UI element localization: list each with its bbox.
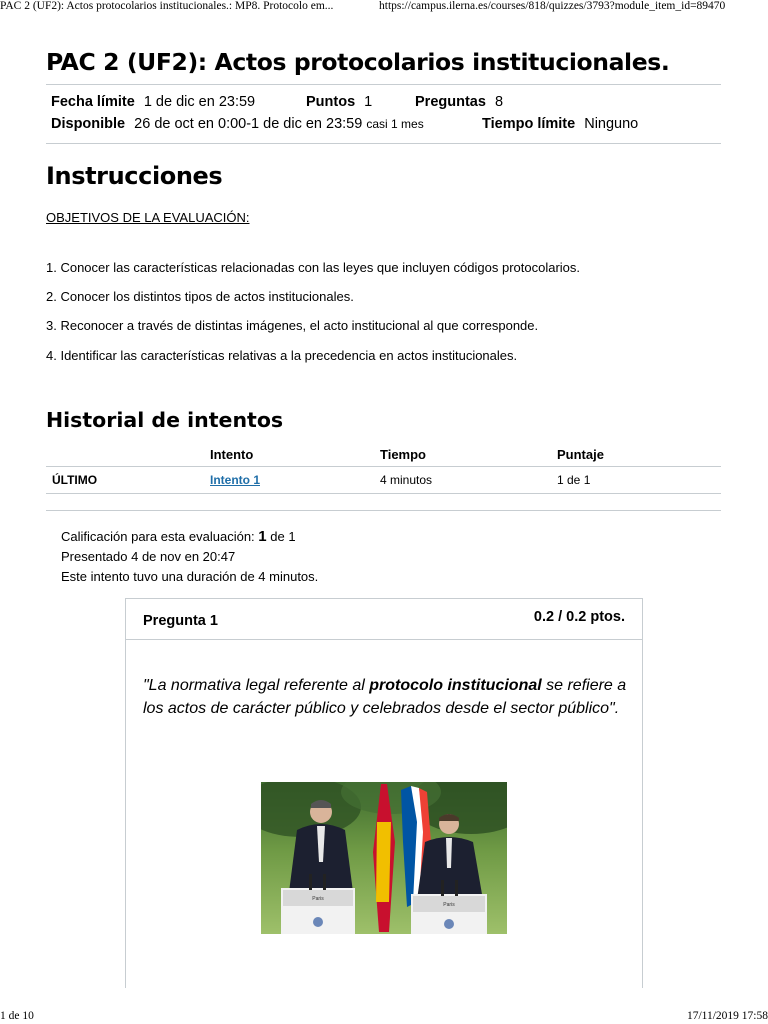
divider bbox=[46, 84, 721, 85]
quiz-meta-time-limit bbox=[482, 116, 638, 132]
row-label: ÚLTIMO bbox=[52, 473, 98, 487]
available-value: 26 de oct en 0:00-1 de dic en 23:59 bbox=[134, 116, 363, 132]
instructions-heading: Instrucciones bbox=[46, 162, 223, 190]
column-header-attempt: Intento bbox=[210, 447, 254, 462]
questions-value: 8 bbox=[494, 94, 504, 110]
available-note: casi 1 mes bbox=[366, 117, 424, 131]
column-header-score: Puntaje bbox=[557, 447, 604, 462]
print-header bbox=[0, 0, 768, 20]
quiz-meta-points bbox=[306, 94, 372, 110]
divider bbox=[46, 510, 721, 511]
due-value: 1 de dic en 23:59 bbox=[143, 94, 256, 110]
attempt-score: 1 de 1 bbox=[557, 473, 591, 487]
time-limit-label: Tiempo límite bbox=[482, 116, 576, 132]
score-prefix: Calificación para esta evaluación: bbox=[61, 529, 255, 544]
objective-item: 2. Conocer los distintos tipos de actos institucionales. bbox=[46, 289, 354, 304]
quiz-meta-row-2 bbox=[51, 116, 424, 132]
page-title: PAC 2 (UF2): Actos protocolarios institucionales. bbox=[46, 48, 670, 76]
press-conference-photo bbox=[261, 782, 507, 934]
podium-label-right: Paris bbox=[443, 902, 455, 908]
available-label: Disponible bbox=[51, 116, 126, 132]
score-suffix: de 1 bbox=[270, 529, 296, 544]
quiz-meta-questions bbox=[415, 94, 503, 110]
attempt-time: 4 minutos bbox=[380, 473, 433, 487]
question-photo bbox=[261, 782, 507, 934]
attempt-link[interactable]: Intento 1 bbox=[210, 473, 260, 487]
objective-item: 1. Conocer las características relacionadas con las leyes que incluyen códigos protocolarios. bbox=[46, 260, 581, 275]
due-label: Fecha límite bbox=[51, 94, 135, 110]
table-divider bbox=[46, 493, 721, 494]
question-points: 0.2 / 0.2 ptos. bbox=[533, 609, 625, 625]
points-value: 1 bbox=[364, 94, 373, 110]
divider bbox=[46, 143, 721, 144]
objective-item: 4. Identificar las características relativas a la precedencia en actos institucionales. bbox=[46, 348, 518, 363]
objective-item: 3. Reconocer a través de distintas imágenes, el acto institucional al que corresponde. bbox=[46, 318, 539, 333]
question-text-bold: protocolo institucional bbox=[369, 677, 542, 694]
print-page-url: https://campus.ilerna.es/courses/818/quizzes/3793?module_item_id=89470 bbox=[379, 0, 726, 12]
submitted-date: Presentado 4 de nov en 20:47 bbox=[61, 549, 236, 564]
objectives-title: OBJETIVOS DE LA EVALUACIÓN: bbox=[46, 210, 250, 225]
question-text-end: se refiere a los actos de carácter público y celebrados desde el sector público". bbox=[143, 677, 627, 717]
print-footer bbox=[0, 1010, 768, 1024]
question-name: Pregunta 1 bbox=[143, 613, 218, 629]
score-value: 1 bbox=[258, 528, 267, 545]
time-limit-value: Ninguno bbox=[584, 116, 639, 132]
print-page-number: 1 de 10 bbox=[0, 1010, 34, 1022]
question-card bbox=[125, 598, 643, 988]
print-datetime: 17/11/2019 17:58 bbox=[686, 1010, 768, 1022]
print-page-title: PAC 2 (UF2): Actos protocolarios institucionales.: MP8. Protocolo em... bbox=[0, 0, 334, 12]
table-divider bbox=[46, 466, 721, 467]
points-label: Puntos bbox=[306, 94, 356, 110]
score-summary bbox=[61, 528, 296, 545]
questions-label: Preguntas bbox=[415, 94, 486, 110]
question-text bbox=[143, 674, 633, 720]
history-heading: Historial de intentos bbox=[46, 408, 284, 432]
attempt-duration: Este intento tuvo una duración de 4 minutos. bbox=[61, 569, 319, 584]
question-text-start: "La normativa legal referente al bbox=[143, 677, 370, 694]
podium-label-left: Paris bbox=[312, 896, 324, 902]
quiz-meta-row-1 bbox=[51, 94, 255, 110]
column-header-time: Tiempo bbox=[380, 447, 426, 462]
question-header bbox=[126, 599, 642, 640]
